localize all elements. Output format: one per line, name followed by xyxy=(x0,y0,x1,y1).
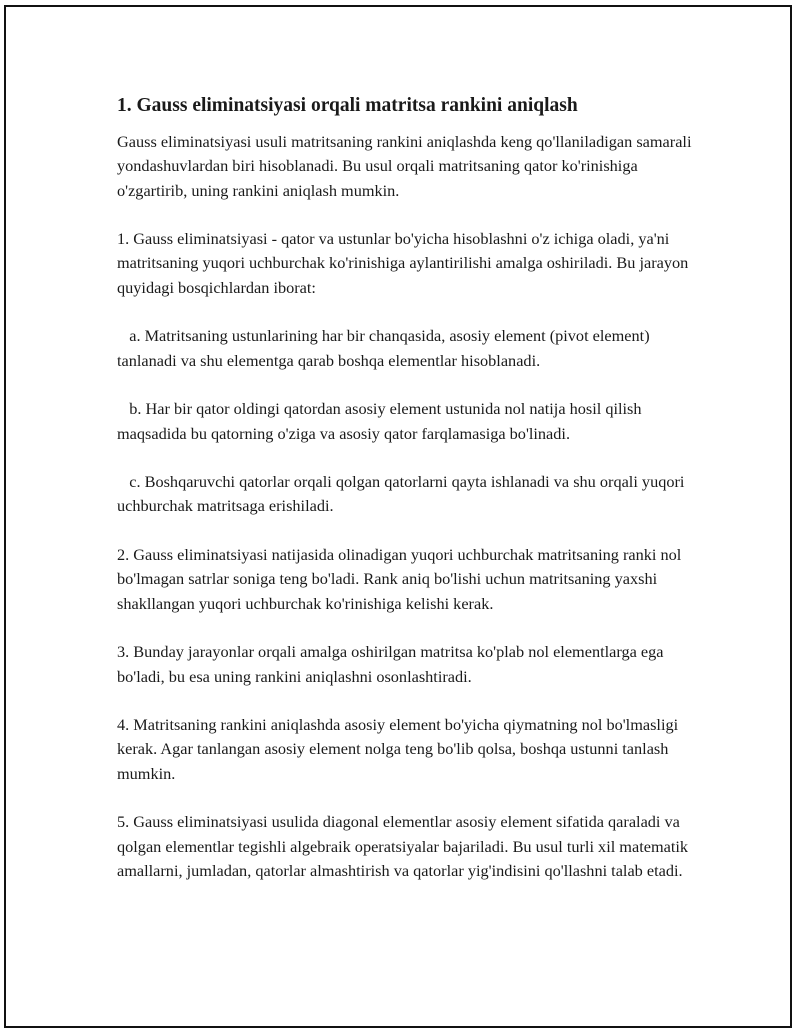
point-3-paragraph: 3. Bunday jarayonlar orqali amalga oshirilgan matritsa ko'plab nol elementlarga ega bo'ladi, bu esa uning rankini aniqlashni osonlashtiradi. xyxy=(117,642,668,686)
intro-paragraph: Gauss eliminatsiyasi usuli matritsaning rankini aniqlashda keng qo'llaniladigan samarali yondashuvlardan biri hisoblanadi. Bu usul orqali matritsaning qator ko'rinishiga o'zgartirib, uning rankini aniqlash mumkin. xyxy=(117,132,696,200)
step-c-paragraph: c. Boshqaruvchi qatorlar orqali qolgan qatorlarni qayta ishlanadi va shu orqali yuqori uchburchak matritsaga erishiladi. xyxy=(117,472,689,516)
step-a-paragraph: a. Matritsaning ustunlarining har bir chanqasida, asosiy element (pivot element) tanlanadi va shu elementga qarab boshqa elementlar hisoblanadi. xyxy=(117,326,654,370)
point-2-paragraph: 2. Gauss eliminatsiyasi natijasida olinadigan yuqori uchburchak matritsaning ranki nol bo'lmagan satrlar soniga teng bo'ladi. Rank aniq bo'lishi uchun matritsaning yaxshi shakllangan yuqori uchburchak ko'rinishiga kelishi kerak. xyxy=(117,545,686,613)
section-heading: 1. Gauss eliminatsiyasi orqali matritsa rankini aniqlash xyxy=(117,95,578,116)
point-5-paragraph: 5. Gauss eliminatsiyasi usulida diagonal elementlar asosiy element sifatida qaraladi va qolgan elementlar tegishli algebraik operatsiyalar bajariladi. Bu usul turli xil matematik amallarni, jumladan, qatorlar almashtirish va qatorlar yig'indisini qo'llashni talab etadi. xyxy=(117,812,693,880)
point-1-paragraph: 1. Gauss eliminatsiyasi - qator va ustunlar bo'yicha hisoblashni o'z ichiga oladi, ya'ni matritsaning yuqori uchburchak ko'rinishiga aylantirilishi amalga oshiriladi. Bu jarayon quyidagi bosqichlardan iborat: xyxy=(117,229,693,297)
point-4-paragraph: 4. Matritsaning rankini aniqlashda asosiy element bo'yicha qiymatning nol bo'lmasligi kerak. Agar tanlangan asosiy element nolga teng bo'lib qolsa, boshqa ustunni tanlash mumkin. xyxy=(117,715,683,783)
document-body xyxy=(117,94,702,908)
step-b-paragraph: b. Har bir qator oldingi qatordan asosiy element ustunida nol natija hosil qilish maqsadida bu qatorning o'ziga va asosiy qator farqlamasiga bo'linadi. xyxy=(117,399,646,443)
